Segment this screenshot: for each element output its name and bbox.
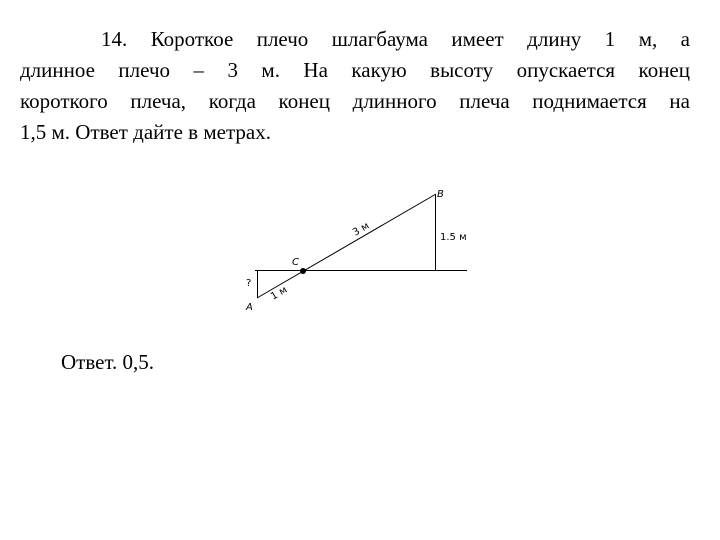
height-b-label: 1.5 м <box>440 232 467 243</box>
problem-statement <box>20 24 690 148</box>
problem-line: длинное плечо – 3 м. На какую высоту опускается конец <box>20 58 690 82</box>
problem-line: 1,5 м. Ответ дайте в метрах. <box>20 120 271 144</box>
height-a-label: ? <box>246 278 252 289</box>
long-arm-label: 3 м <box>351 220 372 239</box>
pivot-point <box>300 268 306 274</box>
answer-text: Ответ. 0,5. <box>61 350 155 374</box>
point-c-label: C <box>292 257 299 268</box>
short-arm-label: 1 м <box>269 284 290 303</box>
problem-line: 14. Короткое плечо шлагбаума имеет длину 1 м, а <box>101 27 690 51</box>
barrier-arm <box>257 194 436 298</box>
barrier-diagram-svg <box>240 180 480 315</box>
problem-line: короткого плеча, когда конец длинного плеча поднимается на <box>20 89 690 113</box>
point-a-label: A <box>246 302 253 313</box>
barrier-diagram <box>240 180 480 315</box>
point-b-label: B <box>437 189 444 200</box>
